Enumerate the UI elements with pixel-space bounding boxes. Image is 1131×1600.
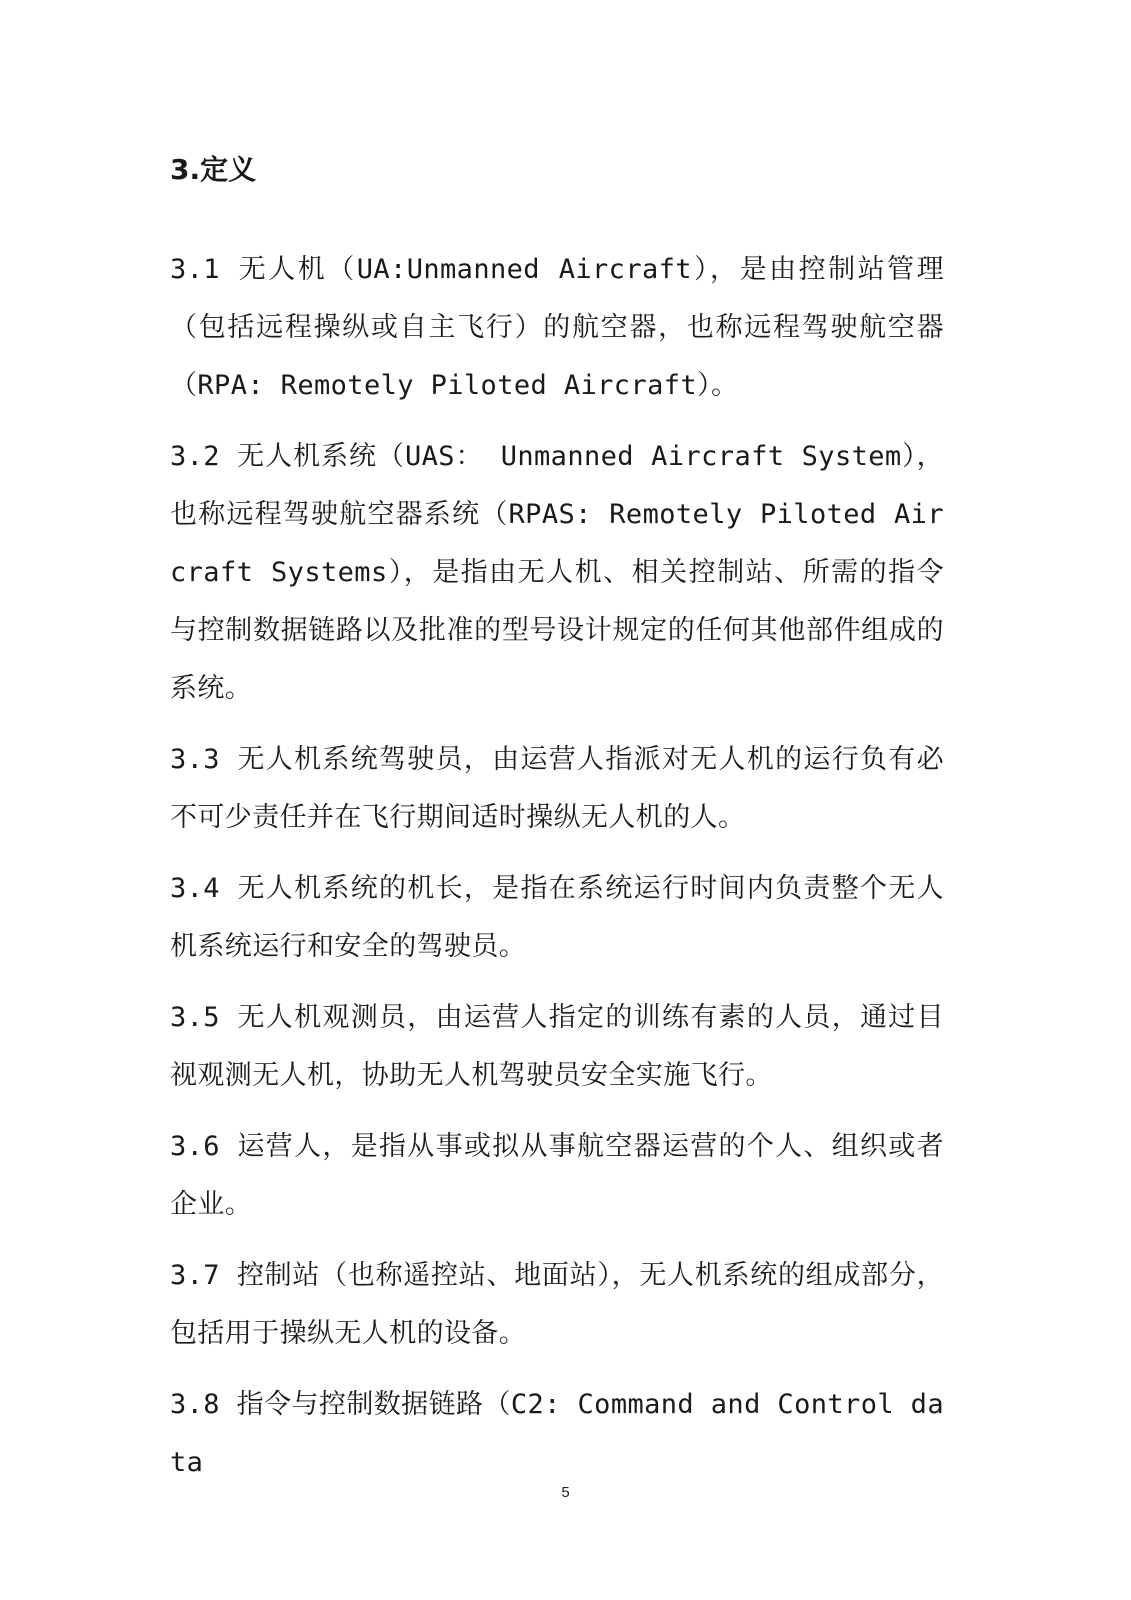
definition-3-4: 3.4 无人机系统的机长，是指在系统运行时间内负责整个无人机系统运行和安全的驾驶员。 [170,873,944,962]
definition-3-6: 3.6 运营人，是指从事或拟从事航空器运营的个人、组织或者企业。 [170,1131,944,1220]
page-number: 5 [561,1484,570,1501]
definitions-body [170,241,944,1505]
definition-3-5: 3.5 无人机观测员，由运营人指定的训练有素的人员，通过目视观测无人机，协助无人机驾驶员安全实施飞行。 [170,1002,944,1091]
definition-3-8: 3.8 指令与控制数据链路（C2: Command and Control data [170,1389,944,1478]
definition-3-7: 3.7 控制站（也称遥控站、地面站），无人机系统的组成部分，包括用于操纵无人机的设备。 [170,1260,944,1349]
section-title: 3.定义 [170,153,257,186]
definition-3-2: 3.2 无人机系统（UAS： Unmanned Aircraft System），也称远程驾驶航空器系统（RPAS: Remotely Piloted Aircraft Systems），是指由无人机、相关控制站、所需的指令与控制数据链路以及批准的型号设计规定的任何其他部件组成的系统。 [170,441,944,704]
definition-3-1: 3.1 无人机（UA:Unmanned Aircraft），是由控制站管理（包括远程操纵或自主飞行）的航空器，也称远程驾驶航空器（RPA: Remotely Piloted Aircraft）。 [170,254,944,401]
definition-3-3: 3.3 无人机系统驾驶员，由运营人指派对无人机的运行负有必不可少责任并在飞行期间适时操纵无人机的人。 [170,744,944,833]
